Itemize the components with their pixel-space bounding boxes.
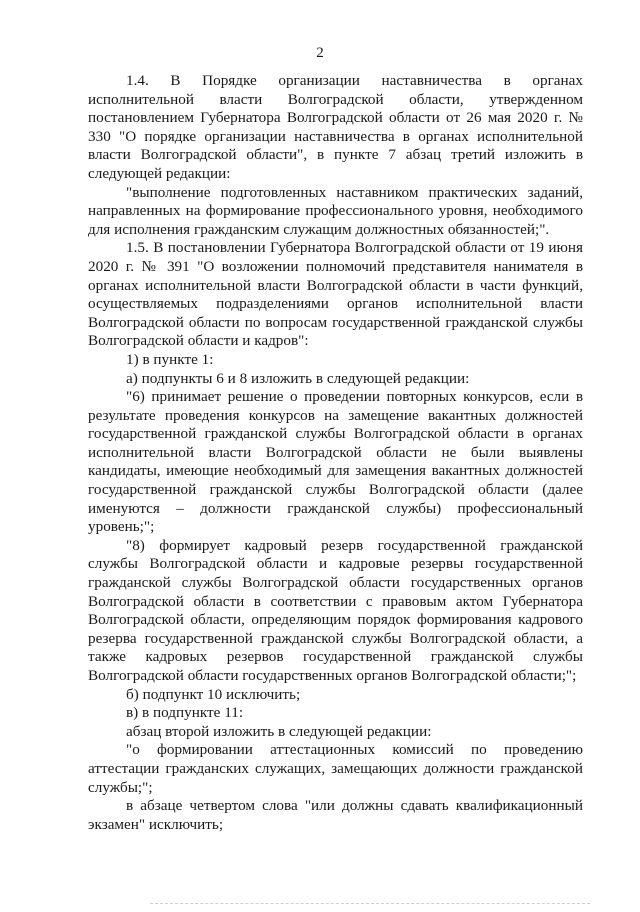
- paragraph-quote-mentor: "выполнение подготовленных наставником практических заданий, направленных на формирование профессионального уровня, необходимого для исполнения гражданским служащим должностных обязанностей;".: [88, 183, 583, 238]
- scan-edge-artifact: [150, 903, 590, 904]
- document-body: [88, 72, 583, 834]
- paragraph-1-4: 1.4. В Порядке организации наставничества в органах исполнительной власти Волгоградской области, утвержденном постановлением Губернатора Волгоградской области от 26 мая 2020 г. № 330 "О порядке организации наставничества в органах исполнительной власти Волгоградской области", в пункте 7 абзац третий изложить в следующей редакции:: [88, 72, 583, 182]
- paragraph-fourth-abzac: в абзаце четвертом слова "или должны сдавать квалификационный экзамен" исключить;: [88, 797, 583, 833]
- paragraph-subitem-b: б) подпункт 10 исключить;: [126, 685, 301, 703]
- paragraph-subitem-v: в) в подпункте 11:: [126, 704, 244, 722]
- paragraph-1-5: 1.5. В постановлении Губернатора Волгоградской области от 19 июня 2020 г. № 391 "О возложении полномочий представителя нанимателя в органах исполнительной власти Волгоградской области в части функций, осуществляемых подразделениями органов исполнительной власти Волгоградской области по вопросам государственной гражданской службы Волгоградской области и кадров":: [88, 239, 583, 350]
- paragraph-subitem-a: а) подпункты 6 и 8 изложить в следующей редакции:: [126, 369, 470, 387]
- paragraph-second-abzac: абзац второй изложить в следующей редакции:: [126, 722, 432, 740]
- paragraph-quote-6: "6) принимает решение о проведении повторных конкурсов, если в результате проведения конкурсов на замещение вакантных должностей государственной гражданской службы Волгоградской области в органах исполнительной власти Волгоградской области не были выявлены кандидаты, имеющие необходимый для замещения вакантных должностей государственной гражданской службы Волгоградской области (далее именуются – должности гражданской службы) профессиональный уровень;";: [88, 388, 583, 536]
- paragraph-quote-8: "8) формирует кадровый резерв государственной гражданской службы Волгоградской области и кадровые резервы государственной гражданской службы Волгоградской области государственных органов Волгоградской области в соответствии с правовым актом Губернатора Волгоградской области, определяющим порядок формирования кадрового резерва государственной гражданской службы Волгоградской области, а также кадровых резервов государственной гражданской службы Волгоградской области государственных органов Волгоградской области;";: [88, 536, 583, 684]
- paragraph-quote-commissions: "о формировании аттестационных комиссий по проведению аттестации гражданских служащих, замещающих должности гражданской службы;";: [88, 741, 583, 796]
- page-number: 2: [316, 45, 324, 61]
- paragraph-item-1: 1) в пункте 1:: [126, 350, 214, 368]
